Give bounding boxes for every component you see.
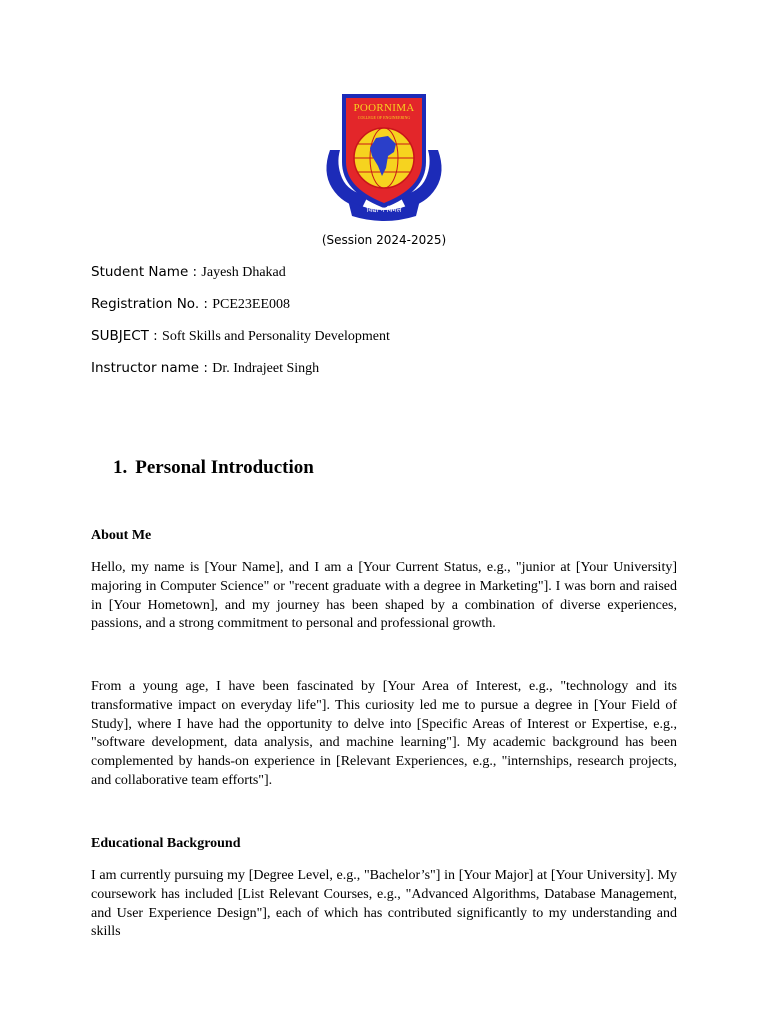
student-name-label: Student Name : — [91, 264, 202, 280]
about-paragraph-1: Hello, my name is [Your Name], and I am a [Your Current Status, e.g., "junior at [Your University] majoring in Computer Science" or "recent graduate with a degree in Marketing"]. I was born and raised in [Your Hometown], and my journey has been shaped by a combination of diverse experiences, passions, and a strong commitment to personal and professional growth. — [91, 560, 677, 632]
instructor-value: Dr. Indrajeet Singh — [212, 361, 320, 376]
about-heading: About Me — [91, 528, 152, 543]
education-heading: Educational Background — [91, 836, 241, 851]
registration-value: PCE23EE008 — [212, 297, 291, 312]
section-heading — [113, 457, 314, 479]
subject-label: SUBJECT : — [91, 328, 163, 344]
student-name-line — [91, 264, 286, 281]
about-paragraph-2: From a young age, I have been fascinated by [Your Area of Interest, e.g., "technology and its transformative impact on everyday life"]. This curiosity led me to pursue a degree in [Your Field of Study], where I have had the opportunity to delve into [Specific Areas of Interest or Expertise, e.g., "software development, data analysis, and machine learning"]. My academic background has been complemented by hands-on experience in [Relevant Experiences, e.g., "internships, research projects, and collaborative team efforts"]. — [91, 679, 677, 788]
section-title: Personal Introduction — [135, 457, 314, 478]
logo-subtitle: COLLEGE OF ENGINEERING — [357, 115, 411, 120]
instructor-label: Instructor name : — [91, 360, 213, 376]
college-logo — [318, 92, 450, 222]
instructor-line — [91, 360, 319, 377]
session-text: (Session 2024-2025) — [321, 233, 447, 247]
logo-title: POORNIMA — [353, 102, 415, 114]
subject-value: Soft Skills and Personality Development — [162, 329, 390, 344]
education-paragraph-1: I am currently pursuing my [Degree Level, e.g., "Bachelor’s"] in [Your Major] at [Your University]. My coursework has included [List Relevant Courses, e.g., "Advanced Algorithms, Database Management, and User Experience Design"], each of which has contributed significantly to my understanding and skills — [91, 868, 677, 940]
logo-motto: विद्या न विमलं — [366, 206, 402, 214]
student-name-value: Jayesh Dhakad — [201, 265, 286, 280]
section-number: 1. — [113, 457, 128, 478]
registration-label: Registration No. : — [91, 296, 213, 312]
registration-line — [91, 296, 290, 313]
subject-line — [91, 328, 390, 345]
